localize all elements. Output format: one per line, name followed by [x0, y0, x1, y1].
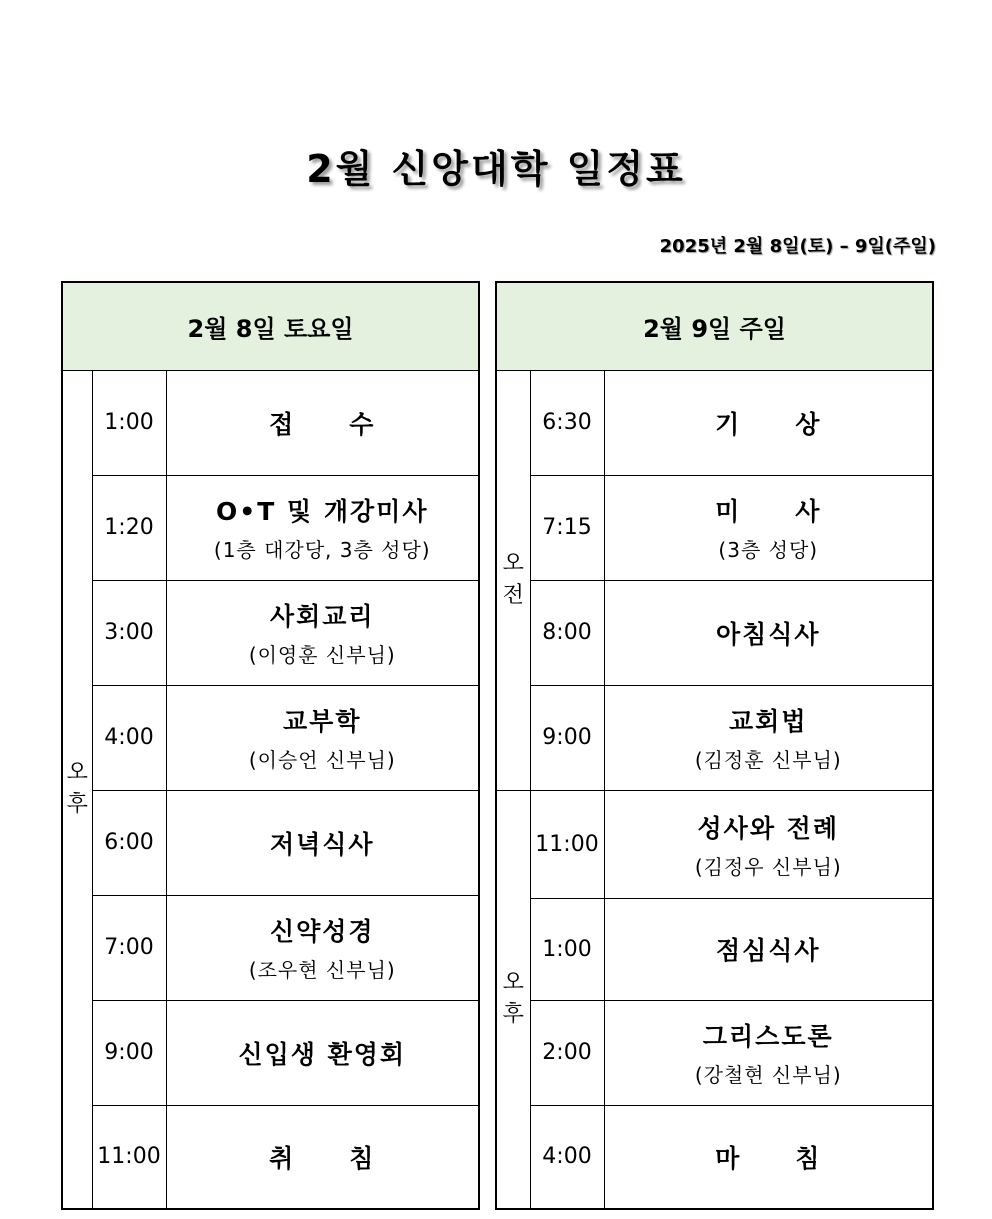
event-cell: [166, 1105, 479, 1209]
event-cell: [166, 475, 479, 580]
event-title: 신약성경: [269, 917, 375, 946]
time-cell: 6:30: [530, 370, 604, 475]
event-lecturer: (강철현 신부님): [694, 1063, 842, 1087]
time-cell: 11:00: [530, 790, 604, 898]
schedule-table-day1: [61, 281, 480, 1210]
event-title: 아침식사: [715, 619, 821, 649]
event-title: 마 침: [715, 1143, 822, 1173]
time-cell: 9:00: [92, 1000, 166, 1105]
event-title: 취 침: [269, 1143, 376, 1173]
event-title: O•T 및 개강미사: [216, 497, 429, 526]
event-cell: [166, 685, 479, 790]
period-label-am: 오 전: [496, 370, 530, 790]
time-cell: 4:00: [92, 685, 166, 790]
event-title: 교부학: [283, 707, 362, 736]
day2-header: 2월 9일 주일: [496, 282, 933, 370]
event-cell: [604, 790, 933, 898]
time-cell: 1:00: [92, 370, 166, 475]
time-cell: 3:00: [92, 580, 166, 685]
event-lecturer: (이승언 신부님): [248, 748, 396, 772]
event-cell: [604, 1105, 933, 1209]
event-cell: [166, 895, 479, 1000]
event-location: (1층 대강당, 3층 성당): [213, 538, 431, 562]
event-lecturer: (김정우 신부님): [694, 854, 842, 879]
event-cell: [604, 685, 933, 790]
event-title: 미 사: [715, 497, 822, 526]
event-lecturer: (이영훈 신부님): [248, 643, 396, 667]
event-cell: [604, 370, 933, 475]
schedule-table-day2: [495, 281, 934, 1210]
event-lecturer: (김정훈 신부님): [694, 748, 842, 772]
time-cell: 7:00: [92, 895, 166, 1000]
event-title: 저녁식사: [269, 829, 375, 859]
time-cell: 8:00: [530, 580, 604, 685]
time-cell: 7:15: [530, 475, 604, 580]
event-cell: [166, 580, 479, 685]
event-cell: [604, 580, 933, 685]
event-title: 기 상: [715, 409, 822, 439]
event-cell: [166, 370, 479, 475]
event-title: 그리스도론: [702, 1022, 834, 1051]
time-cell: 1:00: [530, 898, 604, 1000]
event-location: (3층 성당): [718, 538, 819, 562]
time-cell: 1:20: [92, 475, 166, 580]
page-title: 2월 신앙대학 일정표: [306, 147, 686, 191]
event-cell: [166, 790, 479, 895]
event-title: 성사와 전례: [697, 813, 839, 843]
day1-header: 2월 8일 토요일: [62, 282, 479, 370]
event-lecturer: (조우현 신부님): [248, 958, 396, 982]
event-cell: [604, 475, 933, 580]
time-cell: 6:00: [92, 790, 166, 895]
event-cell: [166, 1000, 479, 1105]
time-cell: 2:00: [530, 1000, 604, 1105]
event-title: 사회교리: [269, 602, 375, 631]
period-label-pm: 오 후: [496, 790, 530, 1209]
date-range: 2025년 2월 8일(토) – 9일(주일): [659, 236, 936, 257]
period-label-pm: 오 후: [62, 370, 92, 1209]
event-cell: [604, 1000, 933, 1105]
event-title: 교회법: [729, 707, 808, 736]
time-cell: 11:00: [92, 1105, 166, 1209]
time-cell: 4:00: [530, 1105, 604, 1209]
event-title: 접 수: [269, 409, 376, 439]
event-cell: [604, 898, 933, 1000]
event-title: 점심식사: [715, 936, 821, 965]
time-cell: 9:00: [530, 685, 604, 790]
event-title: 신입생 환영회: [238, 1039, 407, 1069]
